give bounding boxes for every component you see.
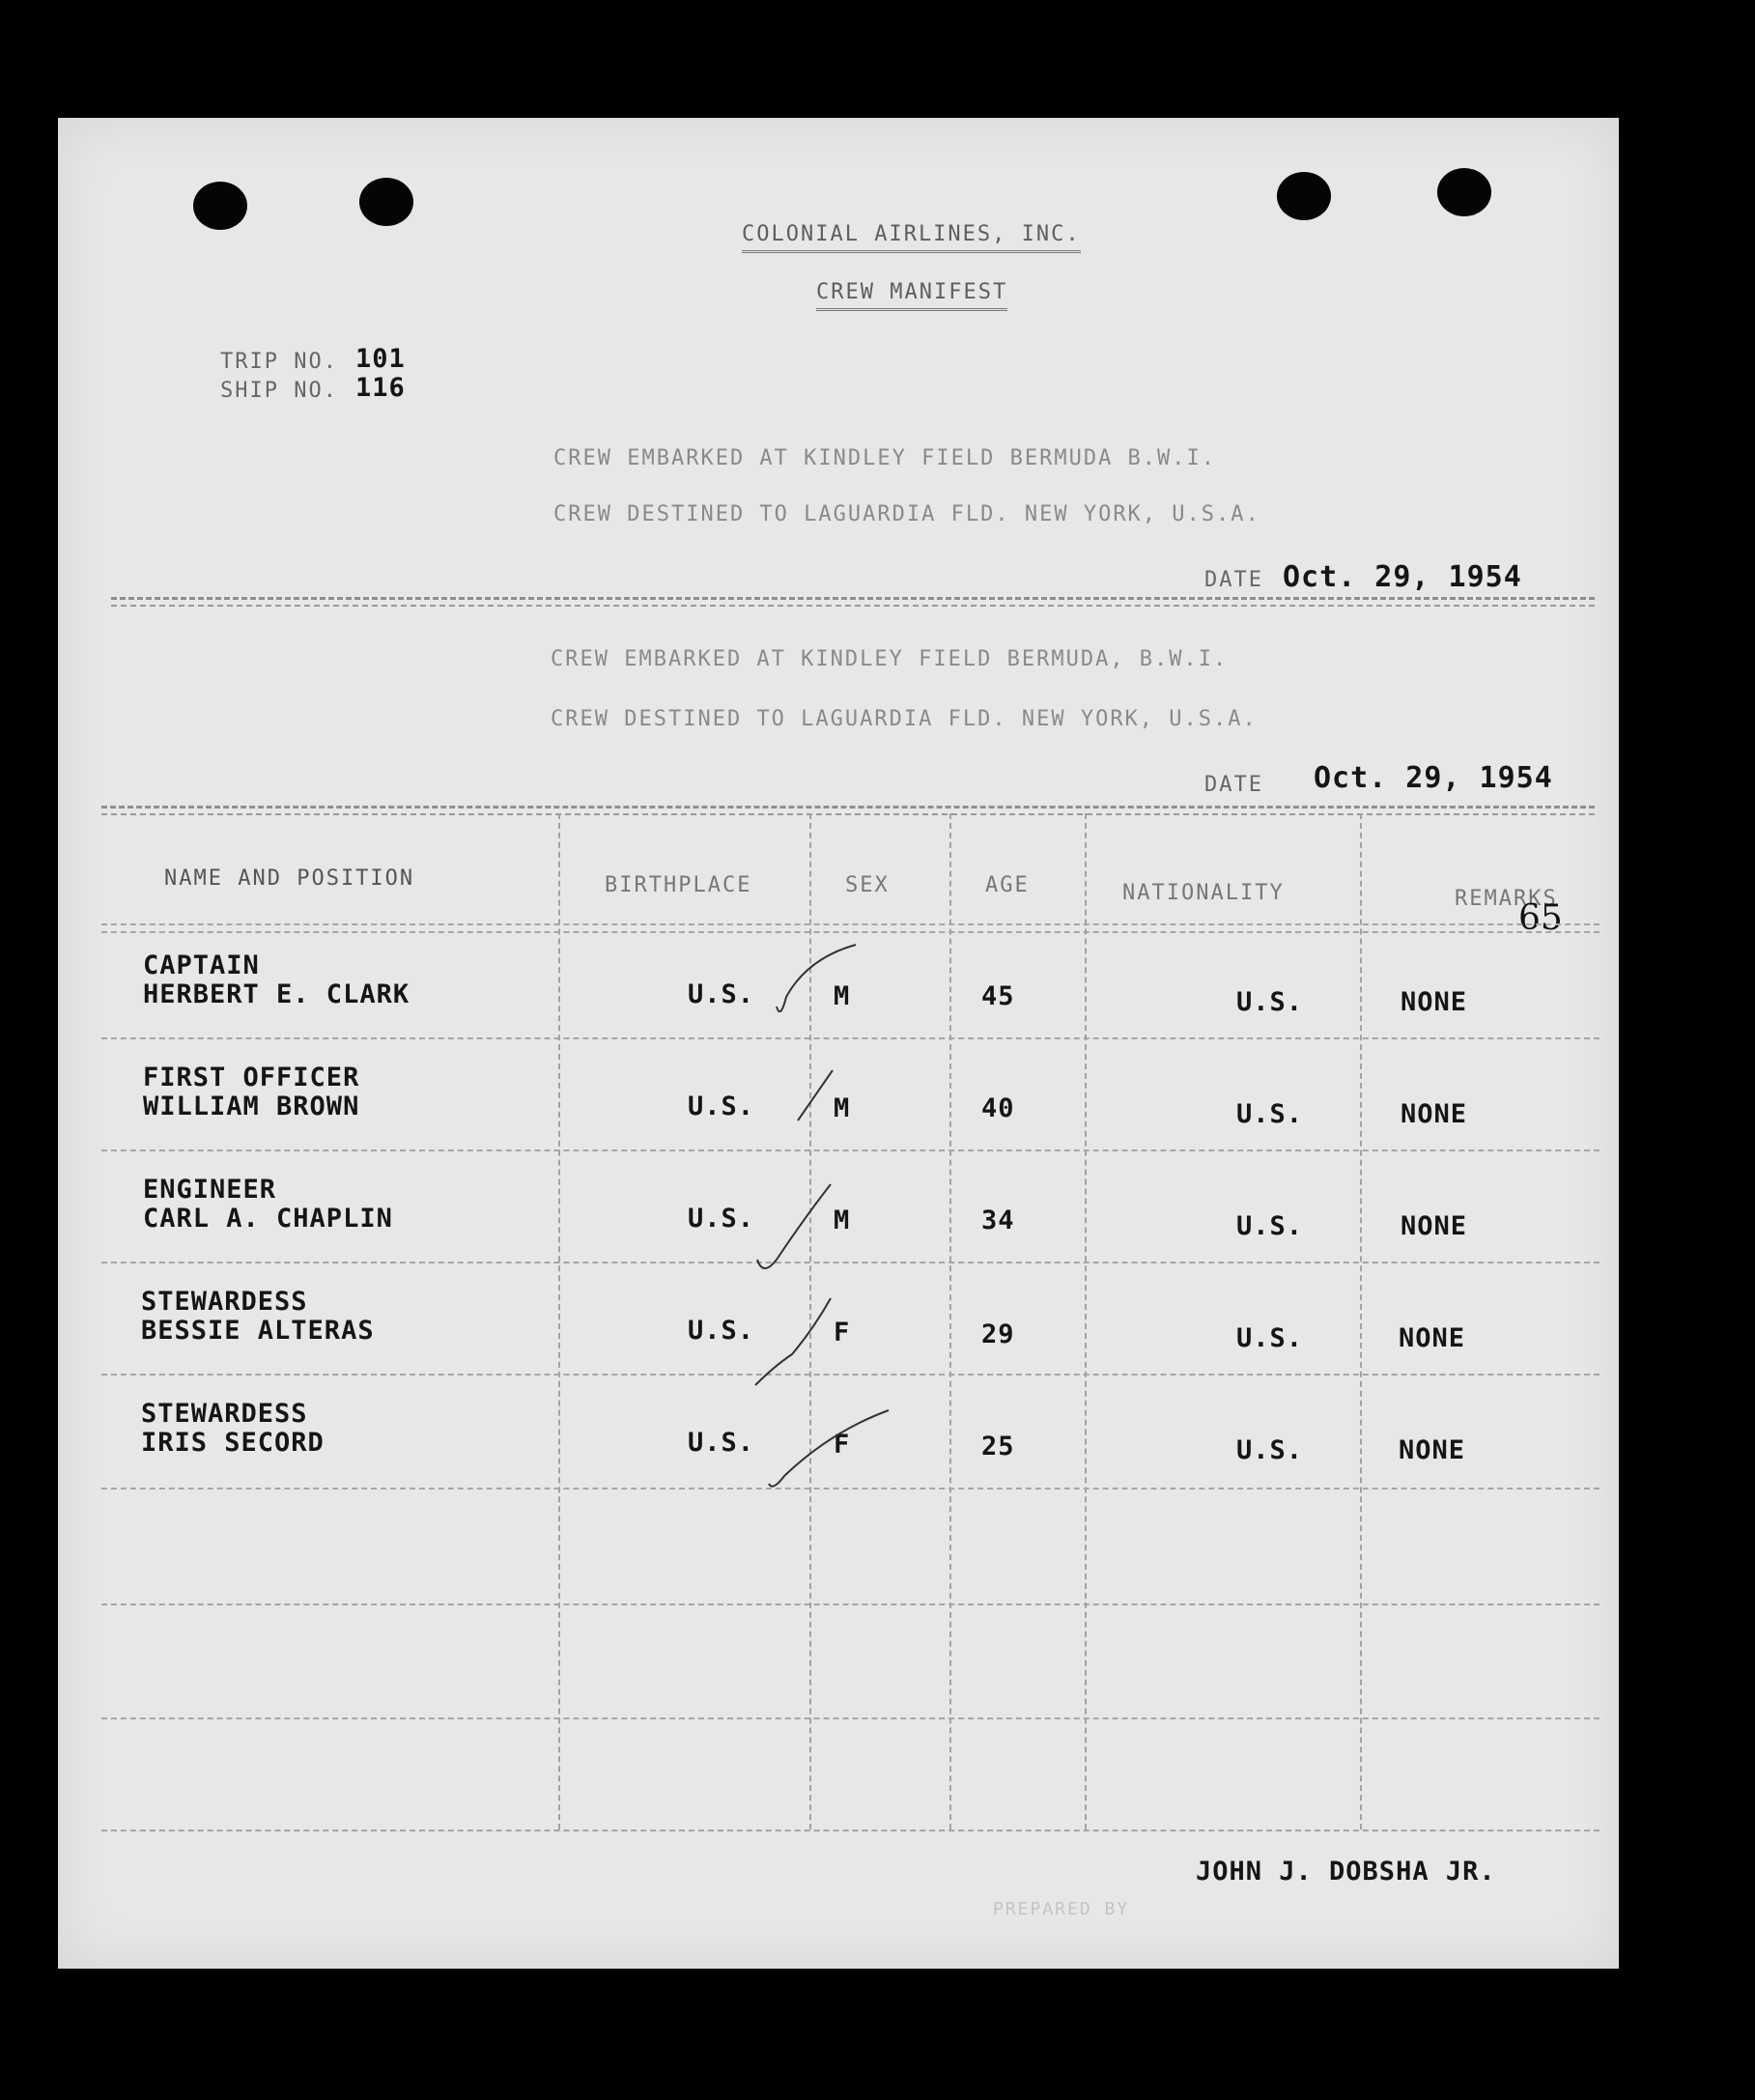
birthplace-cell: U.S.	[688, 979, 755, 1009]
column-divider	[1085, 813, 1087, 1830]
table-top-border	[101, 806, 1595, 809]
header-bottom-border	[101, 923, 1599, 925]
birthplace-cell: U.S.	[688, 1092, 755, 1121]
check-mark-icon	[746, 1180, 842, 1277]
header-remarks: REMARKS	[1455, 887, 1558, 911]
remarks-cell: NONE	[1399, 1435, 1466, 1465]
name-cell: IRIS SECORD	[141, 1428, 325, 1458]
row-divider	[101, 1374, 1599, 1376]
row-divider	[101, 1717, 1599, 1719]
nationality-cell: U.S.	[1236, 987, 1304, 1017]
document-title: CREW MANIFEST	[816, 280, 1007, 311]
position-cell: ENGINEER	[143, 1175, 277, 1205]
name-cell: CARL A. CHAPLIN	[143, 1204, 393, 1234]
preparer-name: JOHN J. DOBSHA JR.	[1196, 1857, 1496, 1887]
date-label-2: DATE	[1204, 773, 1263, 797]
position-cell: STEWARDESS	[141, 1287, 308, 1317]
remarks-cell: NONE	[1401, 987, 1468, 1017]
prepared-by-label: PREPARED BY	[993, 1899, 1130, 1919]
name-cell: BESSIE ALTERAS	[141, 1316, 375, 1346]
trip-label: TRIP NO.	[220, 350, 338, 374]
trip-number: 101	[355, 344, 406, 374]
table-bottom-border	[101, 1830, 1599, 1831]
check-mark-icon	[763, 1408, 898, 1495]
date-value-1: Oct. 29, 1954	[1283, 560, 1522, 594]
birthplace-cell: U.S.	[688, 1316, 755, 1346]
punch-hole	[359, 178, 413, 226]
nationality-cell: U.S.	[1236, 1211, 1304, 1241]
divider	[111, 605, 1595, 607]
destined-line-2: CREW DESTINED TO LAGUARDIA FLD. NEW YORK, U.S.A.	[551, 707, 1258, 731]
nationality-cell: U.S.	[1236, 1323, 1304, 1353]
nationality-cell: U.S.	[1236, 1435, 1304, 1465]
age-cell: 29	[981, 1320, 1015, 1349]
check-mark-icon	[746, 1291, 842, 1397]
embarked-line-2: CREW EMBARKED AT KINDLEY FIELD BERMUDA, B.W.I.	[551, 647, 1229, 671]
header-bottom-border	[101, 931, 1599, 933]
remarks-cell: NONE	[1399, 1323, 1466, 1353]
company-name: COLONIAL AIRLINES, INC.	[742, 222, 1081, 253]
position-cell: STEWARDESS	[141, 1399, 308, 1429]
header-age: AGE	[985, 873, 1030, 897]
punch-hole	[1437, 168, 1491, 216]
sex-cell: M	[834, 1206, 851, 1235]
name-cell: HERBERT E. CLARK	[143, 979, 410, 1009]
sex-cell: F	[834, 1318, 851, 1348]
name-cell: WILLIAM BROWN	[143, 1092, 360, 1121]
destined-line-1: CREW DESTINED TO LAGUARDIA FLD. NEW YORK, U.S.A.	[553, 502, 1260, 526]
check-mark-icon	[769, 1064, 836, 1132]
column-divider	[558, 813, 560, 1830]
row-divider	[101, 1603, 1599, 1605]
position-cell: CAPTAIN	[143, 951, 260, 980]
age-cell: 25	[981, 1432, 1015, 1461]
header-name-position: NAME AND POSITION	[164, 866, 415, 891]
remarks-cell: NONE	[1401, 1099, 1468, 1129]
birthplace-cell: U.S.	[688, 1428, 755, 1458]
sex-cell: M	[834, 981, 851, 1011]
punch-hole	[193, 182, 247, 230]
header-birthplace: BIRTHPLACE	[605, 873, 752, 897]
row-divider	[101, 1037, 1599, 1039]
sex-cell: F	[834, 1430, 851, 1460]
divider	[111, 597, 1595, 600]
age-cell: 40	[981, 1093, 1015, 1123]
age-cell: 45	[981, 981, 1015, 1011]
age-cell: 34	[981, 1206, 1015, 1235]
remarks-cell: NONE	[1401, 1211, 1468, 1241]
ship-number: 116	[355, 373, 406, 403]
header-sex: SEX	[845, 873, 890, 897]
embarked-line-1: CREW EMBARKED AT KINDLEY FIELD BERMUDA B.W.I.	[553, 446, 1217, 470]
ship-label: SHIP NO.	[220, 379, 338, 403]
header-nationality: NATIONALITY	[1122, 881, 1285, 905]
date-value-2: Oct. 29, 1954	[1314, 761, 1553, 795]
position-cell: FIRST OFFICER	[143, 1063, 360, 1093]
date-label-1: DATE	[1204, 568, 1263, 592]
column-divider	[1360, 813, 1362, 1830]
punch-hole	[1277, 172, 1331, 220]
birthplace-cell: U.S.	[688, 1204, 755, 1234]
check-mark-icon	[769, 939, 865, 1026]
table-top-border	[101, 813, 1595, 815]
nationality-cell: U.S.	[1236, 1099, 1304, 1129]
row-divider	[101, 1149, 1599, 1151]
column-divider	[949, 813, 951, 1830]
sex-cell: M	[834, 1093, 851, 1123]
page-number: 65	[1518, 898, 1563, 938]
row-divider	[101, 1262, 1599, 1263]
manifest-page	[58, 118, 1619, 1969]
